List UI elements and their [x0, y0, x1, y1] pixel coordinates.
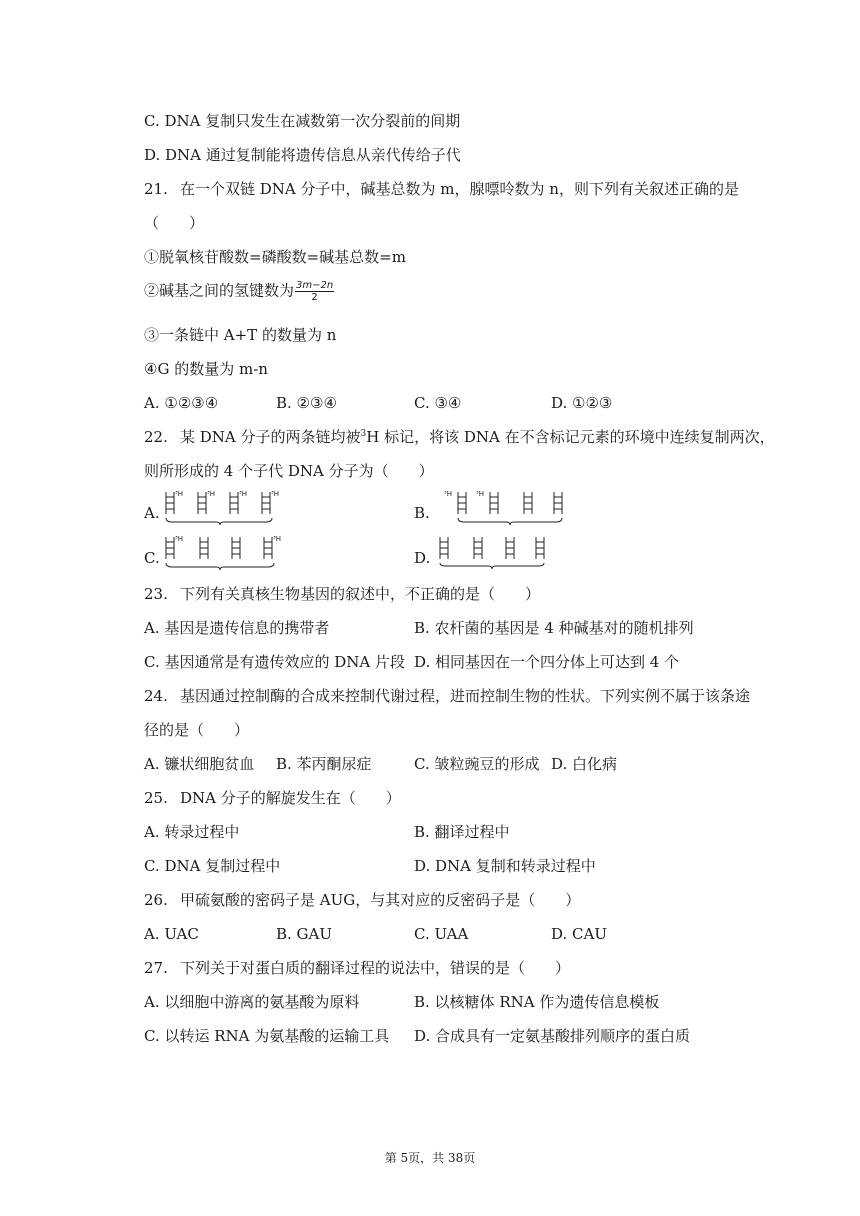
option-c: C. ③④ [414, 394, 462, 412]
statement-2 [144, 280, 334, 303]
option-d: D. 合成具有一定氨基酸排列顺序的蛋白质 [414, 1027, 691, 1045]
option-b: B. 以核糖体 RNA 作为遗传信息模板 [414, 993, 660, 1011]
fraction-numerator: 3m−2n [296, 280, 334, 291]
dna-diagram-a [162, 488, 292, 526]
option-a: A. 镰状细胞贫血 [144, 755, 255, 773]
h-label: ³H [175, 535, 184, 543]
fraction [295, 280, 334, 303]
question-number: 24. [144, 687, 168, 705]
option-b: B. 翻译过程中 [414, 823, 510, 841]
question-text: 在一个双链 DNA 分子中，碱基总数为 m，腺嘌呤数为 n，则下列有关叙述正确的是 [180, 180, 739, 198]
option-b: B. GAU [276, 925, 333, 943]
option-b: B. 苯丙酮尿症 [276, 755, 372, 773]
page-footer: 第 5页，共 38页 [384, 1151, 476, 1165]
superscript-3: 3 [360, 429, 367, 439]
dna-diagram-b [440, 488, 580, 526]
option-a: A. 转录过程中 [144, 823, 240, 841]
option-a: A. UAC [144, 925, 199, 943]
statement-2-text: ②碱基之间的氢键数为 [144, 281, 295, 300]
option-c: C. DNA 复制过程中 [144, 857, 281, 875]
h-label: ³H [476, 490, 485, 498]
statement-3: ③一条链中 A+T 的数量为 n [144, 326, 337, 344]
option-b: B. ②③④ [276, 394, 337, 412]
option-d-label: D. [414, 549, 431, 567]
statement-4: ④G 的数量为 m-n [144, 360, 268, 378]
option-d: D. DNA 复制和转录过程中 [414, 857, 596, 875]
h-label: ³H [207, 490, 216, 498]
option-c: C. 基因通常是有遗传效应的 DNA 片段 [144, 653, 405, 671]
option-c-label: C. [144, 549, 160, 567]
question-23-stem [144, 584, 540, 604]
question-number: 27. [144, 959, 168, 977]
question-text: DNA 分子的解旋发生在（ ） [180, 789, 401, 807]
option-d: D. 白化病 [551, 755, 618, 773]
option-a-label: A. [144, 504, 160, 522]
question-24-stem [144, 686, 750, 706]
option-d: D. ①②③ [551, 394, 613, 412]
h-label: ³H [175, 490, 184, 498]
question-number: 23. [144, 585, 168, 603]
option-c-prev: C. DNA 复制只发生在减数第一次分裂前的间期 [144, 112, 461, 130]
question-25-stem [144, 788, 401, 808]
question-text: 甲硫氨酸的密码子是 AUG，与其对应的反密码子是（ ） [180, 891, 581, 909]
option-c: C. 以转运 RNA 为氨基酸的运输工具 [144, 1027, 390, 1045]
question-27-stem [144, 958, 570, 978]
statement-1: ①脱氧核苷酸数=磷酸数=碱基总数=m [144, 248, 406, 266]
option-c: C. 皱粒豌豆的形成 [414, 755, 540, 773]
option-c: C. UAA [414, 925, 469, 943]
h-label: ³H [239, 490, 248, 498]
option-a: A. 以细胞中游离的氨基酸为原料 [144, 993, 360, 1011]
h-label: ³H [444, 490, 453, 498]
question-22-stem-2: 则所形成的 4 个子代 DNA 分子为（ ） [144, 462, 434, 480]
question-number: 21. [144, 180, 168, 198]
option-d: D. CAU [551, 925, 607, 943]
option-b-label: B. [414, 504, 430, 522]
dna-diagram-c [162, 533, 302, 571]
h-label: ³H [273, 535, 282, 543]
question-text-pre: 某 DNA 分子的两条链均被 [180, 428, 361, 446]
option-a: A. ①②③④ [144, 394, 219, 412]
fraction-denominator: 2 [311, 292, 318, 303]
question-21-paren: （ ） [144, 214, 205, 232]
question-number: 22. [144, 428, 168, 446]
question-text: 下列关于对蛋白质的翻译过程的说法中，错误的是（ ） [180, 959, 571, 977]
question-text: 基因通过控制酶的合成来控制代谢过程，进而控制生物的性状。下列实例不属于该条途 [180, 687, 751, 705]
question-text-post: H 标记，将该 DNA 在不含标记元素的环境中连续复制两次， [366, 428, 775, 446]
question-24-stem-2: 径的是（ ） [144, 721, 250, 739]
question-number: 25. [144, 789, 168, 807]
h-label: ³H [271, 490, 280, 498]
option-b: B. 农杆菌的基因是 4 种碱基对的随机排列 [414, 619, 694, 637]
option-d: D. 相同基因在一个四分体上可达到 4 个 [414, 653, 680, 671]
dna-diagram-d [436, 533, 556, 571]
option-a: A. 基因是遗传信息的携带者 [144, 619, 330, 637]
option-d-prev: D. DNA 通过复制能将遗传信息从亲代传给子代 [144, 146, 461, 164]
question-text: 下列有关真核生物基因的叙述中，不正确的是（ ） [180, 585, 541, 603]
question-26-stem [144, 890, 580, 910]
question-21-stem [144, 179, 739, 199]
question-22-stem [144, 427, 775, 447]
question-number: 26. [144, 891, 168, 909]
